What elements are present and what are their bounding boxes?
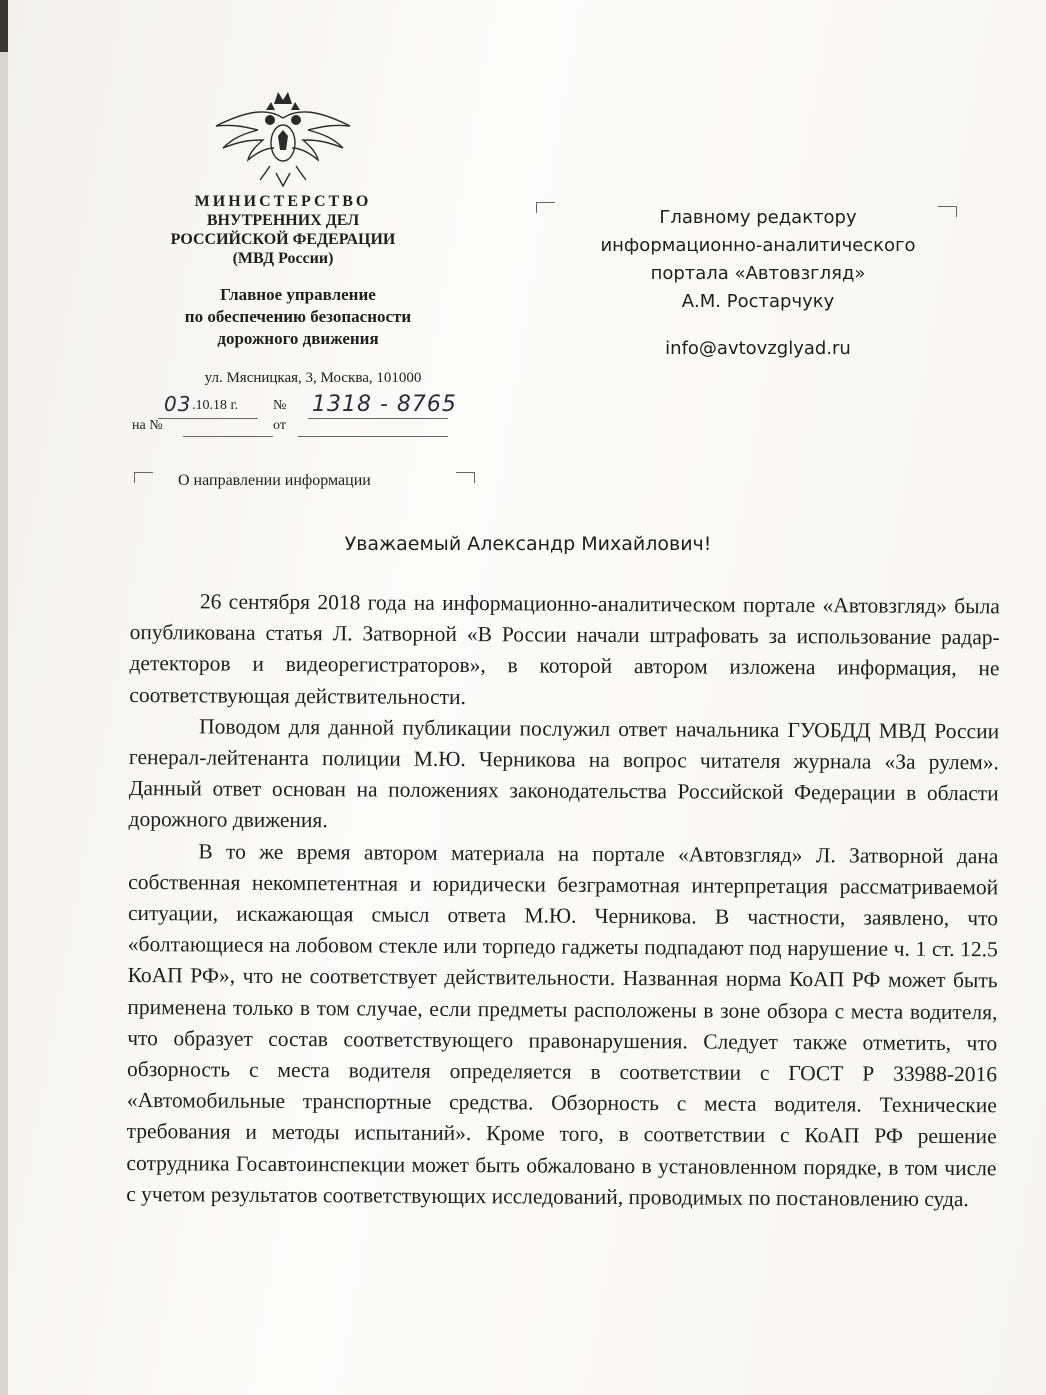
paragraph-2: Поводом для данной публикации послужил ответ начальника ГУОБДД МВД России генерал-лейтенанта полиции М.Ю. Черникова на вопрос читателя журнала «За рулем». Данный ответ основан на положениях законодательства Российской Федерации в области дорожного движения. bbox=[128, 714, 1000, 833]
dept-line-2: по обеспечению безопасности bbox=[184, 307, 412, 326]
recipient-email: info@avtovzglyad.ru bbox=[665, 338, 851, 359]
recipient-bracket-left bbox=[536, 202, 555, 213]
ministry-line-1: МИНИСТЕРСТВО bbox=[194, 193, 372, 210]
ministry-line-4: (МВД России) bbox=[232, 250, 334, 267]
ref-number-label: на № bbox=[132, 418, 163, 433]
dept-line-1: Главное управление bbox=[220, 285, 376, 304]
date-underline bbox=[158, 418, 258, 419]
ministry-address: ул. Мясницкая, 3, Москва, 101000 bbox=[204, 370, 422, 386]
letter-subject: О направлении информации bbox=[178, 472, 371, 489]
ref-date-label: от bbox=[273, 418, 286, 433]
department-name bbox=[148, 284, 448, 350]
handwritten-date: 03 bbox=[164, 392, 192, 416]
handwritten-number: 1318 - 8765 bbox=[312, 392, 457, 417]
ministry-name bbox=[158, 192, 408, 268]
recipient-line-2: информационно-аналитического bbox=[600, 235, 916, 256]
number-label: № bbox=[273, 398, 287, 413]
letter-body bbox=[126, 586, 1000, 1215]
ministry-line-3: РОССИЙСКОЙ ФЕДЕРАЦИИ bbox=[170, 231, 396, 248]
letter-page bbox=[8, 0, 1046, 1395]
ref-date-line bbox=[298, 436, 448, 437]
paragraph-1: 26 сентября 2018 года на информационно-аналитическом портале «Автовзгляд» была опубликована статья Л. Затворной «В России начали штрафовать за использование радар-детекторов и видеорегистраторов», в которой автором изложена информация, не соответствующая действительности. bbox=[129, 589, 1000, 709]
subject-bracket-left bbox=[134, 472, 153, 483]
recipient-line-3: портала «Автовзгляд» bbox=[650, 263, 866, 284]
paragraph-3: В то же время автором материала на портале «Автовзгляд» Л. Затворной дана собственная некомпетентная и юридически безграмотная интерпретация рассматриваемой ситуации, искажающая смысл ответа М.Ю. Черникова. В частности, заявлено, что «болтающиеся на лобовом стекле или торпедо гаджеты подпадают под нарушение ч. 1 ст. 12.5 КоАП РФ», что не соответствует действительности. Названная норма КоАП РФ может быть применена только в том случае, если предметы расположены в зоне обзора с места водителя, что образует состав соответствующего правонарушения. Следует также отметить, что обзорность с места водителя определяется в соответствии с ГОСТ Р 33988-2016 «Автомобильные транспортные средства. Обзорность с места водителя. Технические требования и методы испытаний». Кроме того, в соответствии с КоАП РФ решение сотрудника Госавтоинспекции может быть обжаловано в установленном порядке, в том числе с учетом результатов соответствующих исследований, проводимых по постановлению суда. bbox=[126, 839, 999, 1211]
recipient-line-1: Главному редактору bbox=[659, 207, 857, 228]
recipient-line-4: А.М. Ростарчуку bbox=[681, 291, 835, 312]
recipient-block bbox=[568, 204, 948, 316]
double-headed-eagle-emblem bbox=[208, 88, 358, 188]
number-underline bbox=[308, 418, 448, 419]
ministry-line-2: ВНУТРЕННИХ ДЕЛ bbox=[206, 212, 360, 229]
printed-date: .10.18 г. bbox=[192, 398, 239, 413]
subject-bracket-right bbox=[456, 472, 475, 483]
greeting: Уважаемый Александр Михайлович! bbox=[344, 533, 712, 555]
dept-line-3: дорожного движения bbox=[217, 329, 379, 348]
ref-number-line bbox=[183, 436, 273, 437]
